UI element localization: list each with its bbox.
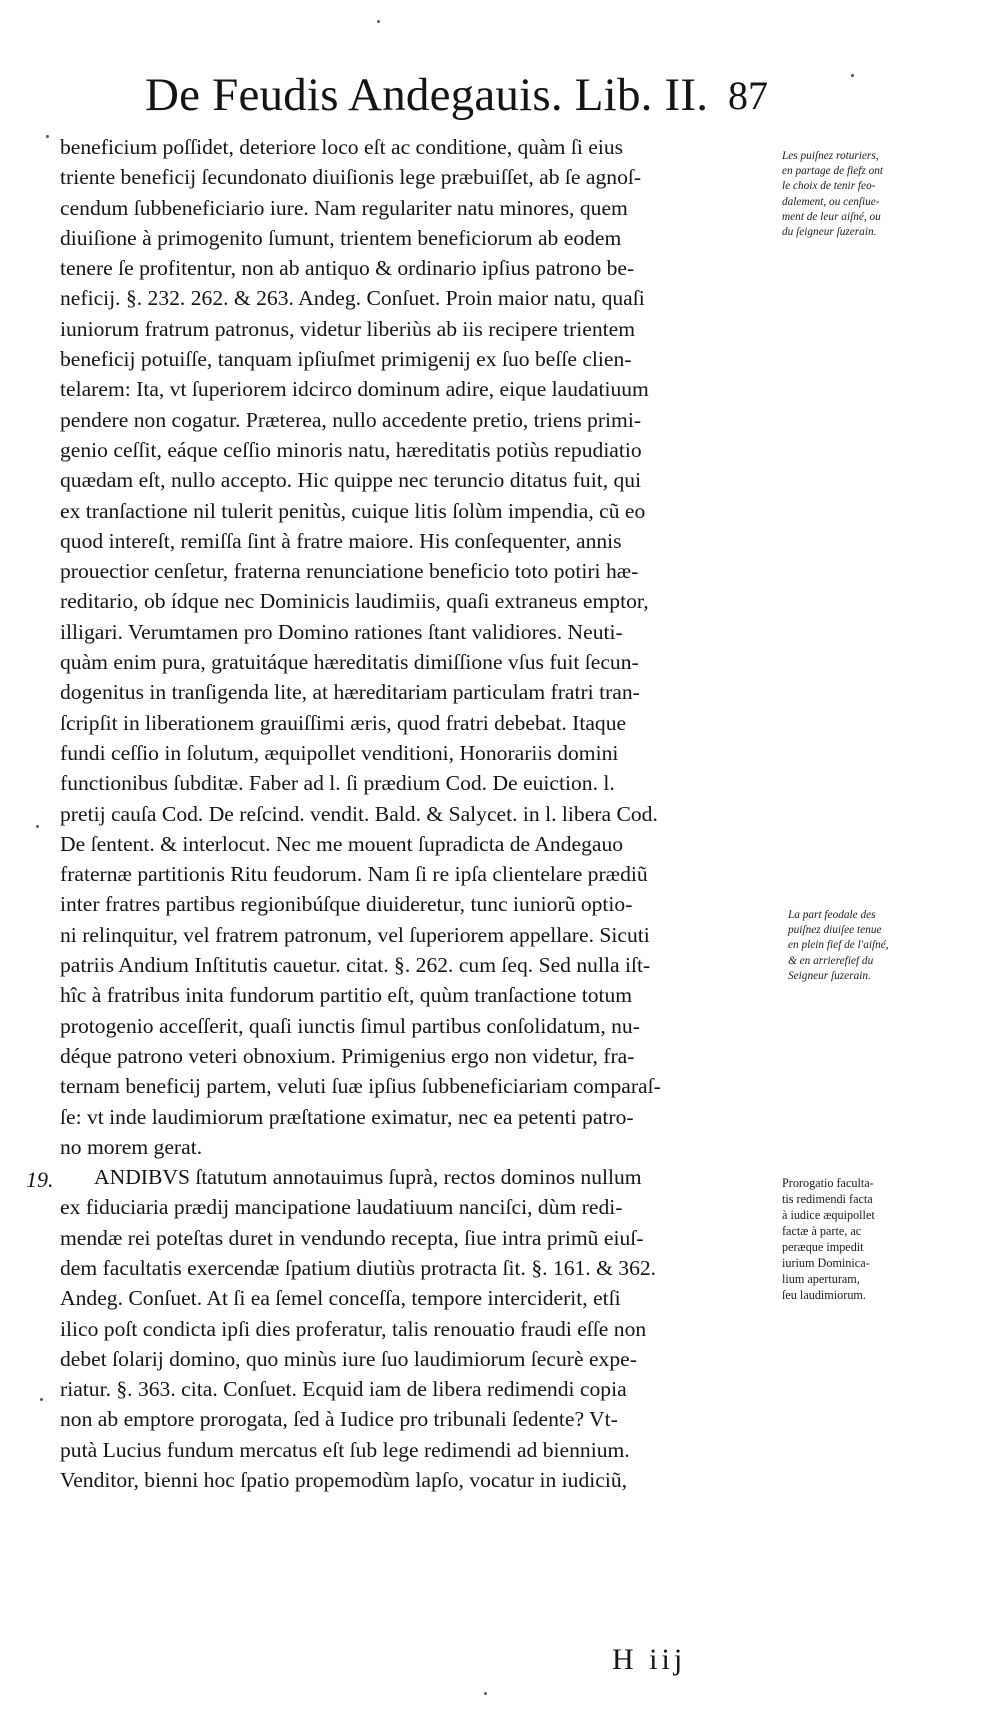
text-line: riatur. §. 363. cita. Conſuet. Ecquid iam de libera redimendi copia bbox=[60, 1377, 627, 1402]
text-line: quàm enim pura, gratuitáque hæreditatis dimiſſione vſus fuit ſecun- bbox=[60, 650, 639, 675]
text-line: patriis Andium Inſtitutis cauetur. citat. §. 262. cum ſeq. Sed nulla iſt- bbox=[60, 953, 651, 978]
margin-note-line: factæ à parte, ac bbox=[782, 1224, 862, 1238]
running-header-title: De Feudis Andegauis. Lib. II. bbox=[145, 69, 709, 121]
text-line: ni relinquitur, vel fratrem patronum, vel ſuperiorem appellare. Sicuti bbox=[60, 922, 650, 947]
text-line: dogenitus in tranſigenda lite, at hæreditariam particulam fratri tran- bbox=[60, 680, 640, 705]
margin-note-line: dalement, ou cenſiue- bbox=[782, 195, 880, 208]
margin-note-line: La part feodale des bbox=[788, 909, 876, 921]
text-line: quod intereſt, remiſſa ſint à fratre maiore. His conſequenter, annis bbox=[60, 528, 622, 553]
margin-note-1 bbox=[782, 149, 922, 240]
text-line: pendere non cogatur. Præterea, nullo accedente pretio, triens primi- bbox=[60, 407, 642, 432]
paper-speck bbox=[40, 1398, 43, 1401]
page-number: 87 bbox=[728, 73, 768, 118]
text-line: quædam eſt, nullo accepto. Hic quippe nec teruncio ditatus fuit, qui bbox=[60, 468, 642, 493]
text-line: beneficij potuiſſe, tanquam ipſiuſmet primigenij ex ſuo beſſe clien- bbox=[60, 347, 632, 372]
margin-note-line: du ſeigneur ſuzerain. bbox=[782, 226, 877, 239]
paper-speck bbox=[484, 1692, 487, 1695]
paragraph-number: 19. bbox=[26, 1167, 54, 1192]
paper-speck bbox=[851, 74, 854, 77]
margin-note-line: tis redimendi facta bbox=[782, 1192, 873, 1206]
text-line: ternam beneficij partem, veluti ſuæ ipſius ſubbeneficiariam comparaſ- bbox=[60, 1074, 661, 1099]
text-line: ſe: vt inde laudimiorum præſtatione eximatur, nec ea petenti patro- bbox=[60, 1104, 634, 1129]
text-line: Andeg. Conſuet. At ſi ea ſemel conceſſa, tempore interciderit, etſi bbox=[60, 1286, 621, 1311]
text-line: functionibus ſubditæ. Faber ad l. ſi prædium Cod. De euiction. l. bbox=[60, 771, 615, 796]
margin-note-2 bbox=[788, 908, 928, 984]
text-line: diuiſione à primogenito ſumunt, trientem beneficiorum ab eodem bbox=[60, 225, 622, 250]
text-line: ſcripſit in liberationem grauiſſimi æris, quod fratri debebat. Itaque bbox=[60, 710, 627, 735]
paper-speck bbox=[46, 135, 49, 138]
text-line: neficij. §. 232. 262. & 263. Andeg. Conſuet. Proin maior natu, quaſi bbox=[60, 286, 645, 311]
text-line: pretij cauſa Cod. De reſcind. vendit. Bald. & Salycet. in l. libera Cod. bbox=[60, 801, 658, 826]
margin-note-line: puiſnez diuiſee tenue bbox=[788, 924, 882, 937]
margin-note-line: & en arrierefief du bbox=[788, 954, 874, 967]
text-line: ilico poſt condicta ipſi dies proferatur, talis renouatio fraudi eſſe non bbox=[60, 1316, 647, 1341]
margin-note-line: en partage de fiefz ont bbox=[782, 165, 884, 178]
text-line: tenere ſe profitentur, non ab antiquo & ordinario ipſius patrono be- bbox=[60, 256, 635, 281]
text-line: debet ſolarij domino, quo minùs iure ſuo laudimiorum ſecurè expe- bbox=[60, 1346, 637, 1371]
text-line: no morem gerat. bbox=[60, 1134, 203, 1159]
text-line: dem facultatis exercendæ ſpatium diutiùs protracta ſit. §. 161. & 362. bbox=[60, 1255, 657, 1280]
text-line: déque patrono veteri obnoxium. Primigenius ergo non videtur, fra- bbox=[60, 1043, 635, 1068]
text-line: fundi ceſſio in ſolutum, æquipollet venditioni, Honorariis domini bbox=[60, 740, 619, 765]
text-line: ex fiduciaria prædij mancipatione laudatiuum nanciſci, dùm redi- bbox=[60, 1195, 623, 1220]
text-line: protogenio acceſſerit, quaſi iunctis ſimul partibus conſolidatum, nu- bbox=[60, 1013, 640, 1038]
text-line-paragraph-start: ANDIBVS ſtatutum annotauimus ſuprà, rectos dominos nullum bbox=[94, 1165, 642, 1190]
margin-note-line: en plein fief de l'aiſné, bbox=[788, 939, 889, 952]
margin-note-line: ſeu laudimiorum. bbox=[782, 1288, 866, 1302]
text-line: inter fratres partibus regionibúſque diuideretur, tunc iuniorũ optio- bbox=[60, 892, 633, 917]
margin-note-line: peræque impedit bbox=[782, 1240, 864, 1254]
text-line: mendæ rei poteſtas duret in vendundo recepta, ſiue intra primũ eiuſ- bbox=[60, 1225, 644, 1250]
text-line: putà Lucius fundum mercatus eſt ſub lege redimendi ad biennium. bbox=[60, 1437, 630, 1462]
text-line: Venditor, bienni hoc ſpatio propemodùm lapſo, vocatur in iudiciũ, bbox=[60, 1468, 628, 1493]
text-line: ex tranſactione nil tulerit penitùs, cuique litis ſolùm impendia, cũ eo bbox=[60, 498, 646, 523]
text-line: triente beneficij ſecundonato diuiſionis lege præbuiſſet, ab ſe agnoſ- bbox=[60, 165, 642, 190]
text-line: fraternæ partitionis Ritu feudorum. Nam ſi re ipſa clientelare prædiũ bbox=[60, 862, 648, 887]
margin-note-line: Seigneur ſuzerain. bbox=[788, 969, 871, 982]
text-line: illigari. Verumtamen pro Domino rationes ſtant validiores. Neuti- bbox=[60, 619, 623, 644]
text-line: telarem: Ita, vt ſuperiorem idcirco dominum adire, eique laudatiuum bbox=[60, 377, 649, 402]
margin-note-3 bbox=[782, 1175, 932, 1303]
text-line: hîc à fratribus inita fundorum partitio eſt, quùm tranſactione totum bbox=[60, 983, 633, 1008]
text-line: iuniorum fratrum patronus, videtur liberiùs ab iis recipere trientem bbox=[60, 316, 636, 341]
paper-speck bbox=[36, 825, 39, 828]
margin-note-line: le choix de tenir feo- bbox=[782, 180, 876, 193]
margin-note-line: ment de leur aiſné, ou bbox=[782, 210, 881, 223]
text-line: reditario, ob ídque nec Dominicis laudimiis, quaſi extraneus emptor, bbox=[60, 589, 649, 614]
margin-note-line: Prorogatio faculta- bbox=[782, 1176, 874, 1190]
margin-note-line: lium aperturam, bbox=[782, 1272, 860, 1286]
margin-note-line: à iudice æquipollet bbox=[782, 1208, 875, 1222]
margin-note-line: Les puiſnez roturiers, bbox=[782, 150, 879, 162]
text-line: De ſentent. & interlocut. Nec me mouent ſupradicta de Andegauo bbox=[60, 831, 624, 856]
main-text-block bbox=[60, 132, 778, 1495]
text-line: cendum ſubbeneficiario iure. Nam regulariter natu minores, quem bbox=[60, 195, 628, 220]
text-line: non ab emptore prorogata, ſed à Iudice pro tribunali ſedente? Vt- bbox=[60, 1407, 618, 1432]
text-line: genio ceſſit, eáque ceſſio minoris natu, hæreditatis potiùs repudiatio bbox=[60, 437, 642, 462]
text-line: beneficium poſſidet, deteriore loco eſt ac conditione, quàm ſi eius bbox=[60, 135, 624, 159]
text-line: prouectior cenſetur, fraterna renunciatione beneficio toto potiri hæ- bbox=[60, 559, 639, 584]
signature-mark: H iij bbox=[612, 1643, 687, 1676]
paper-speck bbox=[377, 20, 380, 23]
margin-note-line: iurium Dominica- bbox=[782, 1256, 870, 1270]
